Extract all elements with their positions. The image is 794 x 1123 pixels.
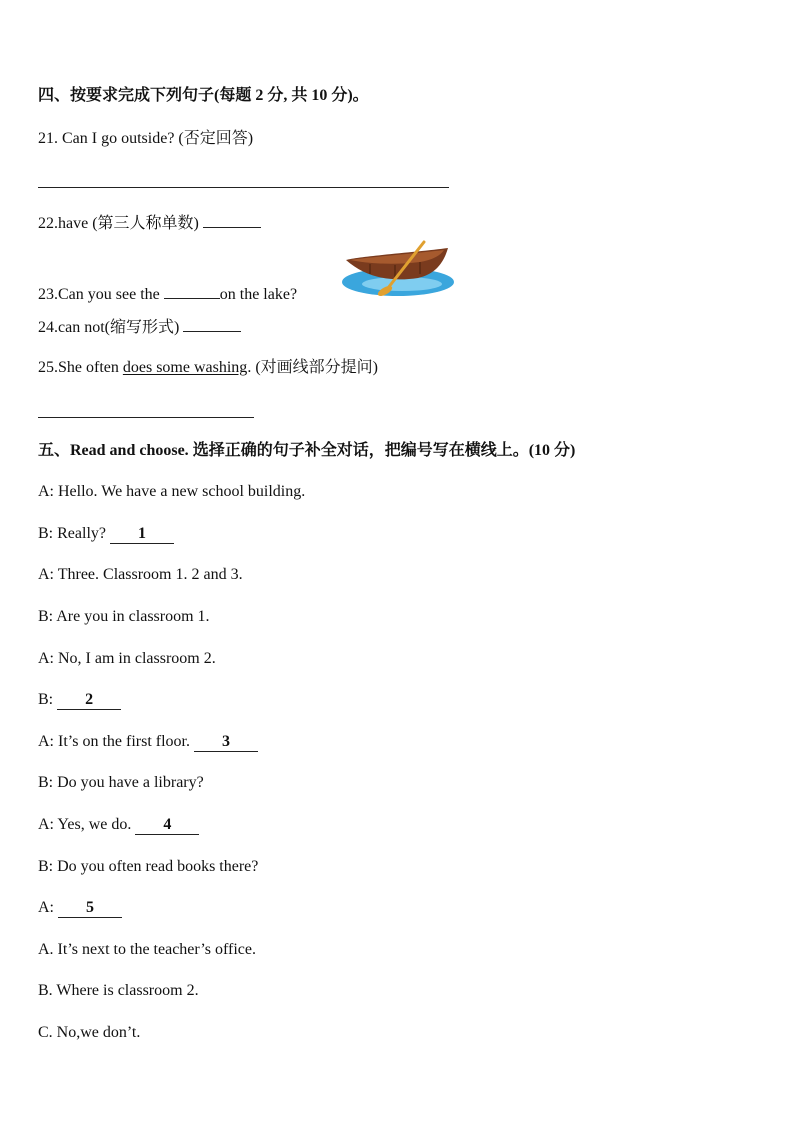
dialogue-line-11-text: A: (38, 899, 58, 916)
dialogue-line-8: B: Do you have a library? (38, 774, 204, 791)
answer-blank-24[interactable] (183, 316, 241, 332)
answer-blank-4[interactable]: 4 (135, 816, 199, 835)
rowboat-illustration (340, 240, 460, 300)
question-25-text-start: 25.She often (38, 359, 123, 376)
section-5-heading-instruction: 选择正确的句子补全对话，把编号写在横线上。(10 分) (188, 442, 576, 459)
question-25 (38, 358, 378, 378)
dialogue-line-7 (38, 732, 258, 752)
answer-blank-2[interactable]: 2 (57, 691, 121, 710)
question-25-text-end: . (对画线部分提问) (247, 359, 378, 376)
section-4-heading: 四、按要求完成下列句子(每题 2 分, 共 10 分)。 (38, 87, 369, 104)
answer-line-21 (38, 187, 449, 188)
answer-line-25 (38, 417, 254, 418)
answer-blank-3[interactable]: 3 (194, 733, 258, 752)
dialogue-line-4: B: Are you in classroom 1. (38, 608, 210, 625)
dialogue-line-7-text: A: It’s on the first floor. (38, 733, 194, 750)
dialogue-line-1: A: Hello. We have a new school building. (38, 483, 306, 500)
dialogue-line-6 (38, 690, 121, 710)
question-25-underlined-phrase: does some washing (122, 359, 248, 376)
option-a: A. It’s next to the teacher’s office. (38, 941, 256, 958)
answer-blank-1[interactable]: 1 (110, 525, 174, 544)
question-24-text: 24.can not(缩写形式) (38, 319, 184, 336)
dialogue-line-2 (38, 524, 174, 544)
section-5-heading-title: 五、Read and choose. (38, 442, 189, 459)
dialogue-line-10: B: Do you often read books there? (38, 858, 259, 875)
dialogue-line-3: A: Three. Classroom 1. 2 and 3. (38, 566, 243, 583)
dialogue-line-9-text: A: Yes, we do. (38, 816, 136, 833)
dialogue-line-11 (38, 898, 122, 918)
dialogue-line-6-text: B: (38, 691, 58, 708)
dialogue-line-2-text: B: Really? (38, 525, 110, 542)
dialogue-line-5: A: No, I am in classroom 2. (38, 650, 216, 667)
section-5-heading (38, 441, 575, 461)
question-24 (38, 316, 241, 338)
answer-blank-22[interactable] (203, 212, 261, 228)
question-22 (38, 212, 261, 234)
question-21: 21. Can I go outside? (否定回答) (38, 130, 254, 147)
dialogue-line-9 (38, 815, 199, 835)
question-23 (38, 283, 297, 305)
question-23-text-start: 23.Can you see the (38, 286, 164, 303)
option-b: B. Where is classroom 2. (38, 982, 199, 999)
answer-blank-23[interactable] (164, 283, 220, 299)
question-22-text: 22.have (第三人称单数) (38, 215, 203, 232)
option-c: C. No,we don’t. (38, 1024, 141, 1041)
question-23-text-end: on the lake? (219, 286, 298, 303)
answer-blank-5[interactable]: 5 (58, 899, 122, 918)
